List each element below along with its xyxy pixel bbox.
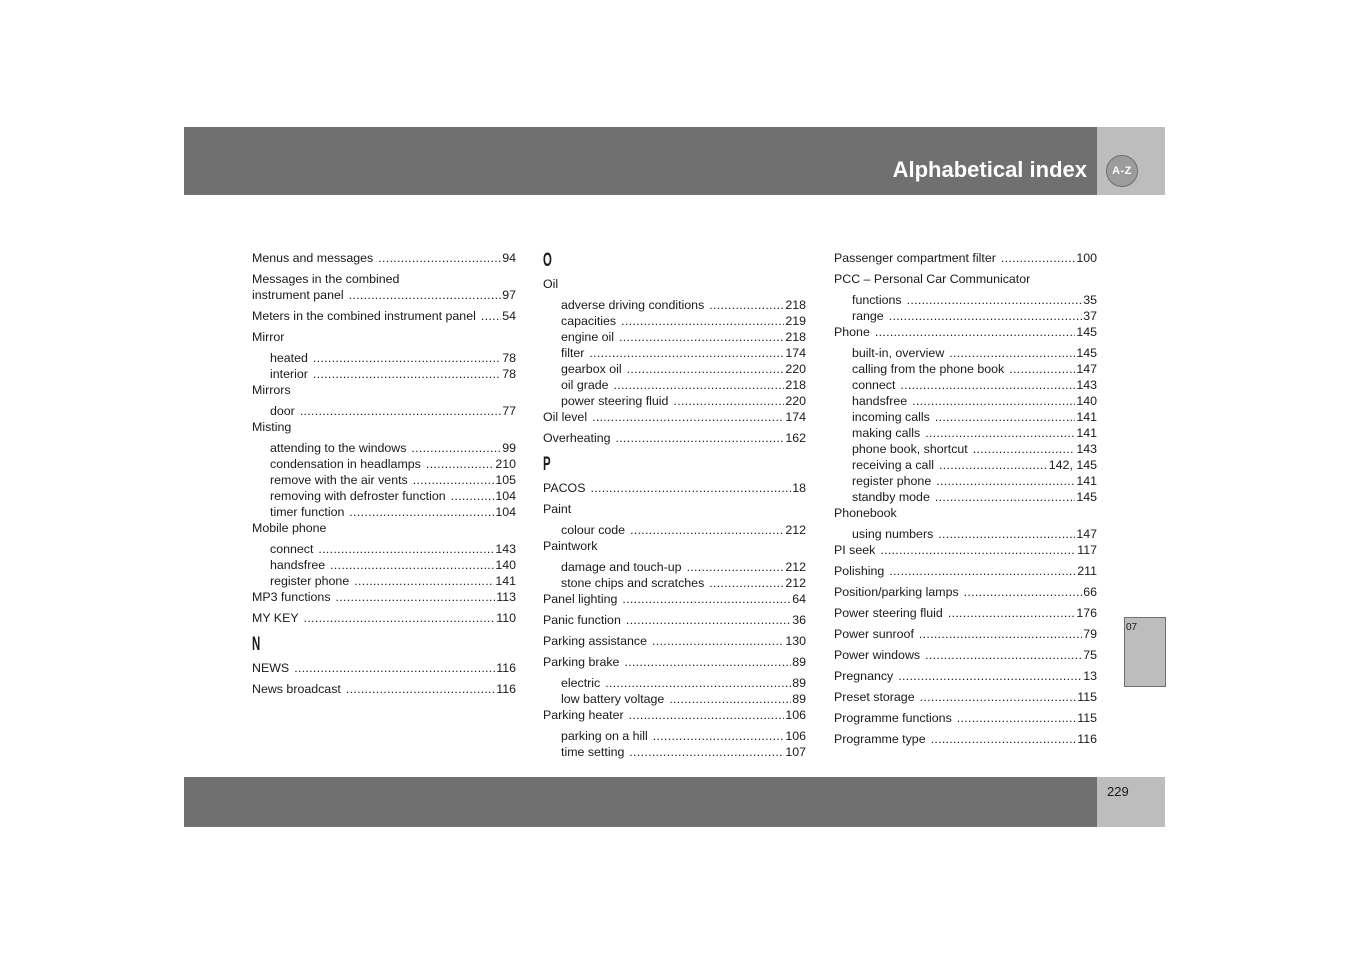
leader-dots — [673, 393, 784, 409]
leader-dots — [621, 313, 784, 329]
leader-dots — [920, 689, 1077, 705]
page-reference[interactable]: 143 — [1076, 378, 1097, 392]
index-subentry — [252, 440, 516, 456]
index-subentry — [543, 744, 806, 760]
page-reference[interactable]: 113 — [496, 590, 516, 604]
leader-dots — [330, 557, 494, 573]
index-subentry — [543, 393, 806, 409]
page-reference[interactable]: 141 — [1076, 474, 1097, 488]
leader-dots — [354, 573, 494, 589]
page-reference[interactable]: 104 — [495, 489, 516, 503]
index-entry — [252, 271, 516, 287]
index-entry — [252, 287, 516, 303]
index-entry — [252, 308, 516, 324]
page-reference[interactable]: 218 — [785, 378, 806, 392]
index-subentry — [252, 488, 516, 504]
section-letter: P — [543, 454, 551, 475]
entry-term: Passenger compartment filter — [834, 251, 996, 265]
index-entry — [834, 689, 1097, 705]
entry-term: Menus and messages — [252, 251, 374, 265]
entry-term: Parking brake — [543, 655, 620, 669]
page-reference[interactable]: 106 — [785, 729, 806, 743]
page-reference[interactable]: 64 — [792, 592, 806, 606]
page-reference[interactable]: 13 — [1083, 669, 1097, 683]
header-bar — [184, 127, 1097, 195]
index-entry — [252, 250, 516, 266]
leader-dots — [1001, 250, 1075, 266]
leader-dots — [616, 430, 785, 446]
page-reference[interactable]: 99 — [502, 441, 516, 455]
leader-dots — [935, 489, 1075, 505]
index-entry — [252, 589, 516, 605]
entry-term: MY KEY — [252, 611, 299, 625]
index-subentry — [834, 377, 1097, 393]
chapter-number: 07 — [1126, 622, 1138, 633]
leader-dots — [481, 308, 501, 324]
leader-dots — [592, 409, 784, 425]
leader-dots — [590, 480, 791, 496]
entry-term: Power windows — [834, 648, 921, 662]
entry-term: Phone — [834, 325, 870, 339]
page-reference[interactable]: 143 — [495, 542, 516, 556]
index-column-1 — [252, 250, 516, 697]
index-entry — [252, 520, 516, 536]
index-subentry — [834, 489, 1097, 505]
index-subentry — [543, 361, 806, 377]
page-reference[interactable]: 212 — [785, 576, 806, 590]
entry-term: functions — [852, 293, 902, 307]
index-entry — [834, 542, 1097, 558]
entry-term: capacities — [561, 314, 617, 328]
page-reference[interactable]: 89 — [792, 655, 806, 669]
index-entry — [543, 480, 806, 496]
leader-dots — [875, 324, 1075, 340]
index-entry — [834, 563, 1097, 579]
leader-dots — [912, 393, 1075, 409]
page-reference[interactable]: 147 — [1076, 362, 1097, 376]
leader-dots — [938, 526, 1075, 542]
page-reference[interactable]: 115 — [1077, 690, 1097, 704]
page-reference[interactable]: 107 — [785, 745, 806, 759]
entry-term: parking on a hill — [561, 729, 648, 743]
index-entry — [543, 591, 806, 607]
entry-term: Pregnancy — [834, 669, 894, 683]
index-subentry — [543, 377, 806, 393]
page-reference[interactable]: 220 — [785, 394, 806, 408]
leader-dots — [629, 707, 785, 723]
leader-dots — [349, 504, 494, 520]
entry-term: removing with defroster function — [270, 489, 446, 503]
entry-term: Parking assistance — [543, 634, 647, 648]
entry-term: PI seek — [834, 543, 876, 557]
index-subentry — [834, 409, 1097, 425]
index-entry — [834, 271, 1097, 287]
leader-dots — [589, 345, 784, 361]
index-subentry — [252, 557, 516, 573]
index-subentry — [543, 691, 806, 707]
a-z-icon — [1106, 155, 1138, 187]
entry-term: timer function — [270, 505, 345, 519]
entry-term: Paintwork — [543, 539, 598, 553]
leader-dots — [889, 563, 1076, 579]
page-reference[interactable]: 117 — [1077, 543, 1097, 557]
page-reference[interactable]: 110 — [496, 611, 516, 625]
index-column-3 — [834, 250, 1097, 747]
a-z-icon-label: A-Z — [1112, 165, 1132, 177]
entry-term: MP3 functions — [252, 590, 331, 604]
entry-term: receiving a call — [852, 458, 934, 472]
entry-term: low battery voltage — [561, 692, 665, 706]
entry-term: Mobile phone — [252, 521, 327, 535]
leader-dots — [925, 425, 1075, 441]
leader-dots — [627, 361, 785, 377]
index-subentry — [543, 329, 806, 345]
leader-dots — [939, 457, 1048, 473]
index-subentry — [834, 393, 1097, 409]
leader-dots — [898, 668, 1082, 684]
page-reference[interactable]: 36 — [792, 613, 806, 627]
page-reference[interactable]: 100 — [1076, 251, 1097, 265]
leader-dots — [709, 575, 784, 591]
entry-term: Oil level — [543, 410, 588, 424]
entry-term: PCC – Personal Car Communicator — [834, 272, 1031, 286]
entry-term: Programme functions — [834, 711, 952, 725]
leader-dots — [957, 710, 1076, 726]
entry-term: attending to the windows — [270, 441, 407, 455]
leader-dots — [1009, 361, 1075, 377]
leader-dots — [964, 584, 1083, 600]
index-entry — [834, 626, 1097, 642]
entry-term: Mirrors — [252, 383, 291, 397]
leader-dots — [935, 409, 1075, 425]
entry-term: register phone — [270, 574, 350, 588]
page-title: Alphabetical index — [892, 157, 1087, 182]
entry-term: Mirror — [252, 330, 285, 344]
index-subentry — [834, 526, 1097, 542]
index-subentry — [834, 361, 1097, 377]
page-reference[interactable]: 211 — [1077, 564, 1097, 578]
entry-term: built-in, overview — [852, 346, 945, 360]
index-subentry — [543, 675, 806, 691]
page-reference[interactable]: 210 — [495, 457, 516, 471]
entry-term: engine oil — [561, 330, 615, 344]
index-subentry — [543, 313, 806, 329]
page-reference[interactable]: 94 — [502, 251, 516, 265]
leader-dots — [907, 292, 1083, 308]
page-reference[interactable]: 174 — [785, 410, 806, 424]
entry-term: connect — [270, 542, 314, 556]
footer-bar — [184, 777, 1097, 827]
leader-dots — [653, 728, 785, 744]
page-reference[interactable]: 79 — [1083, 627, 1097, 641]
page-reference[interactable]: 77 — [502, 404, 516, 418]
index-subentry — [252, 350, 516, 366]
page-reference[interactable]: 174 — [785, 346, 806, 360]
entry-term: News broadcast — [252, 682, 341, 696]
entry-term: range — [852, 309, 884, 323]
index-subentry — [834, 292, 1097, 308]
leader-dots — [426, 456, 494, 472]
leader-dots — [973, 441, 1076, 457]
entry-term: colour code — [561, 523, 626, 537]
index-entry — [543, 612, 806, 628]
page-reference[interactable]: 145 — [1076, 490, 1097, 504]
index-entry — [834, 647, 1097, 663]
entry-term: calling from the phone book — [852, 362, 1005, 376]
leader-dots — [880, 542, 1076, 558]
page-reference[interactable]: 219 — [785, 314, 806, 328]
footer-tab — [1097, 777, 1165, 827]
page-reference[interactable]: 78 — [502, 367, 516, 381]
page-reference[interactable]: 218 — [785, 298, 806, 312]
page-reference[interactable]: 18 — [792, 481, 806, 495]
chapter-tab[interactable] — [1124, 617, 1166, 687]
page-reference[interactable]: 140 — [1076, 394, 1097, 408]
entry-term: standby mode — [852, 490, 930, 504]
page-reference[interactable]: 145 — [1076, 325, 1097, 339]
page-reference[interactable]: 116 — [496, 661, 516, 675]
page-reference[interactable]: 212 — [785, 523, 806, 537]
page-reference[interactable]: 35 — [1083, 293, 1097, 307]
leader-dots — [900, 377, 1075, 393]
index-subentry — [834, 457, 1097, 473]
page-reference[interactable]: 220 — [785, 362, 806, 376]
entry-term: Panic function — [543, 613, 621, 627]
entry-term: time setting — [561, 745, 625, 759]
page-reference[interactable]: 106 — [785, 708, 806, 722]
leader-dots — [626, 612, 791, 628]
entry-term: phone book, shortcut — [852, 442, 968, 456]
index-subentry — [543, 728, 806, 744]
leader-dots — [925, 647, 1082, 663]
entry-term: Programme type — [834, 732, 926, 746]
leader-dots — [304, 610, 496, 626]
page-reference[interactable]: 212 — [785, 560, 806, 574]
entry-term: damage and touch-up — [561, 560, 682, 574]
entry-term: Phonebook — [834, 506, 897, 520]
index-entry — [834, 584, 1097, 600]
entry-term: incoming calls — [852, 410, 930, 424]
entry-term: door — [270, 404, 295, 418]
index-entry — [543, 501, 806, 517]
leader-dots — [931, 731, 1077, 747]
entry-term: stone chips and scratches — [561, 576, 705, 590]
index-entry — [543, 707, 806, 723]
leader-dots — [936, 473, 1075, 489]
index-entry — [252, 382, 516, 398]
page-reference[interactable]: 141 — [495, 574, 516, 588]
index-entry — [834, 710, 1097, 726]
section-letter: O — [543, 250, 552, 271]
index-subentry — [252, 541, 516, 557]
index-entry — [543, 409, 806, 425]
entry-term: Messages in the combined — [252, 272, 400, 286]
index-entry — [543, 654, 806, 670]
index-entry — [252, 660, 516, 676]
leader-dots — [709, 297, 784, 313]
leader-dots — [614, 377, 785, 393]
page-reference[interactable]: 130 — [785, 634, 806, 648]
index-subentry — [834, 441, 1097, 457]
leader-dots — [451, 488, 495, 504]
leader-dots — [652, 633, 784, 649]
section-letter: N — [252, 634, 261, 655]
leader-dots — [605, 675, 791, 691]
page-reference[interactable]: 218 — [785, 330, 806, 344]
entry-term: Meters in the combined instrument panel — [252, 309, 476, 323]
leader-dots — [622, 591, 791, 607]
page-reference[interactable]: 143 — [1076, 442, 1097, 456]
index-entry — [834, 324, 1097, 340]
leader-dots — [889, 308, 1083, 324]
page-reference[interactable]: 89 — [792, 676, 806, 690]
leader-dots — [346, 681, 495, 697]
index-subentry — [834, 425, 1097, 441]
index-column-2 — [543, 250, 806, 760]
entry-term: Misting — [252, 420, 292, 434]
leader-dots — [300, 403, 501, 419]
page-reference[interactable]: 176 — [1076, 606, 1097, 620]
page-reference[interactable]: 54 — [502, 309, 516, 323]
index-subentry — [252, 472, 516, 488]
index-subentry — [252, 504, 516, 520]
page-reference[interactable]: 162 — [785, 431, 806, 445]
page-reference[interactable]: 142, 145 — [1048, 458, 1097, 472]
index-subentry — [543, 559, 806, 575]
index-subentry — [252, 456, 516, 472]
leader-dots — [336, 589, 496, 605]
entry-term: making calls — [852, 426, 921, 440]
leader-dots — [949, 345, 1075, 361]
page-reference[interactable]: 97 — [502, 288, 516, 302]
entry-term: connect — [852, 378, 896, 392]
page-reference[interactable]: 141 — [1076, 410, 1097, 424]
page-reference[interactable]: 89 — [792, 692, 806, 706]
leader-dots — [294, 660, 495, 676]
entry-term: oil grade — [561, 378, 609, 392]
page-reference[interactable]: 104 — [495, 505, 516, 519]
entry-term: using numbers — [852, 527, 934, 541]
entry-term: filter — [561, 346, 585, 360]
index-subentry — [834, 473, 1097, 489]
page-reference[interactable]: 78 — [502, 351, 516, 365]
index-entry — [252, 681, 516, 697]
leader-dots — [630, 522, 784, 538]
leader-dots — [619, 329, 784, 345]
page-reference[interactable]: 116 — [1077, 732, 1097, 746]
index-subentry — [834, 308, 1097, 324]
entry-term: electric — [561, 676, 601, 690]
leader-dots — [669, 691, 791, 707]
page-reference[interactable]: 147 — [1076, 527, 1097, 541]
entry-term: handsfree — [270, 558, 326, 572]
entry-term: Position/parking lamps — [834, 585, 959, 599]
index-subentry — [252, 366, 516, 382]
entry-term: gearbox oil — [561, 362, 622, 376]
page-reference[interactable]: 105 — [495, 473, 516, 487]
index-entry — [543, 430, 806, 446]
entry-term: Oil — [543, 277, 559, 291]
index-subentry — [252, 403, 516, 419]
entry-term: Polishing — [834, 564, 885, 578]
index-entry — [834, 668, 1097, 684]
leader-dots — [378, 250, 501, 266]
leader-dots — [687, 559, 785, 575]
page-reference[interactable]: 75 — [1083, 648, 1097, 662]
page-reference[interactable]: 140 — [495, 558, 516, 572]
index-entry — [543, 276, 806, 292]
leader-dots — [948, 605, 1075, 621]
entry-term: heated — [270, 351, 308, 365]
page-reference[interactable]: 66 — [1083, 585, 1097, 599]
index-subentry — [543, 297, 806, 313]
index-entry — [252, 610, 516, 626]
entry-term: Overheating — [543, 431, 611, 445]
leader-dots — [313, 366, 501, 382]
index-entry — [834, 250, 1097, 266]
entry-term: handsfree — [852, 394, 908, 408]
index-entry — [834, 505, 1097, 521]
leader-dots — [413, 472, 495, 488]
entry-term: Parking heater — [543, 708, 624, 722]
page-reference[interactable]: 37 — [1083, 309, 1097, 323]
page-reference[interactable]: 141 — [1076, 426, 1097, 440]
entry-term: register phone — [852, 474, 932, 488]
leader-dots — [313, 350, 501, 366]
page-reference[interactable]: 116 — [496, 682, 516, 696]
page-number: 229 — [1107, 784, 1129, 799]
leader-dots — [919, 626, 1082, 642]
index-subentry — [252, 573, 516, 589]
index-subentry — [543, 522, 806, 538]
entry-term: Power steering fluid — [834, 606, 943, 620]
leader-dots — [629, 744, 784, 760]
leader-dots — [411, 440, 501, 456]
entry-term: Preset storage — [834, 690, 915, 704]
leader-dots — [349, 287, 502, 303]
leader-dots — [624, 654, 791, 670]
entry-term: Panel lighting — [543, 592, 618, 606]
index-entry — [543, 633, 806, 649]
entry-term: adverse driving conditions — [561, 298, 705, 312]
entry-term: Paint — [543, 502, 572, 516]
page-reference[interactable]: 145 — [1076, 346, 1097, 360]
index-subentry — [834, 345, 1097, 361]
index-subentry — [543, 575, 806, 591]
entry-term: condensation in headlamps — [270, 457, 421, 471]
entry-term: Power sunroof — [834, 627, 914, 641]
index-entry — [252, 329, 516, 345]
index-entry — [834, 731, 1097, 747]
entry-term: interior — [270, 367, 308, 381]
index-entry — [834, 605, 1097, 621]
leader-dots — [318, 541, 494, 557]
entry-term: power steering fluid — [561, 394, 669, 408]
page-reference[interactable]: 115 — [1077, 711, 1097, 725]
index-subentry — [543, 345, 806, 361]
entry-term: PACOS — [543, 481, 586, 495]
entry-term: instrument panel — [252, 288, 344, 302]
entry-term: remove with the air vents — [270, 473, 408, 487]
index-entry — [543, 538, 806, 554]
entry-term: NEWS — [252, 661, 290, 675]
index-entry — [252, 419, 516, 435]
